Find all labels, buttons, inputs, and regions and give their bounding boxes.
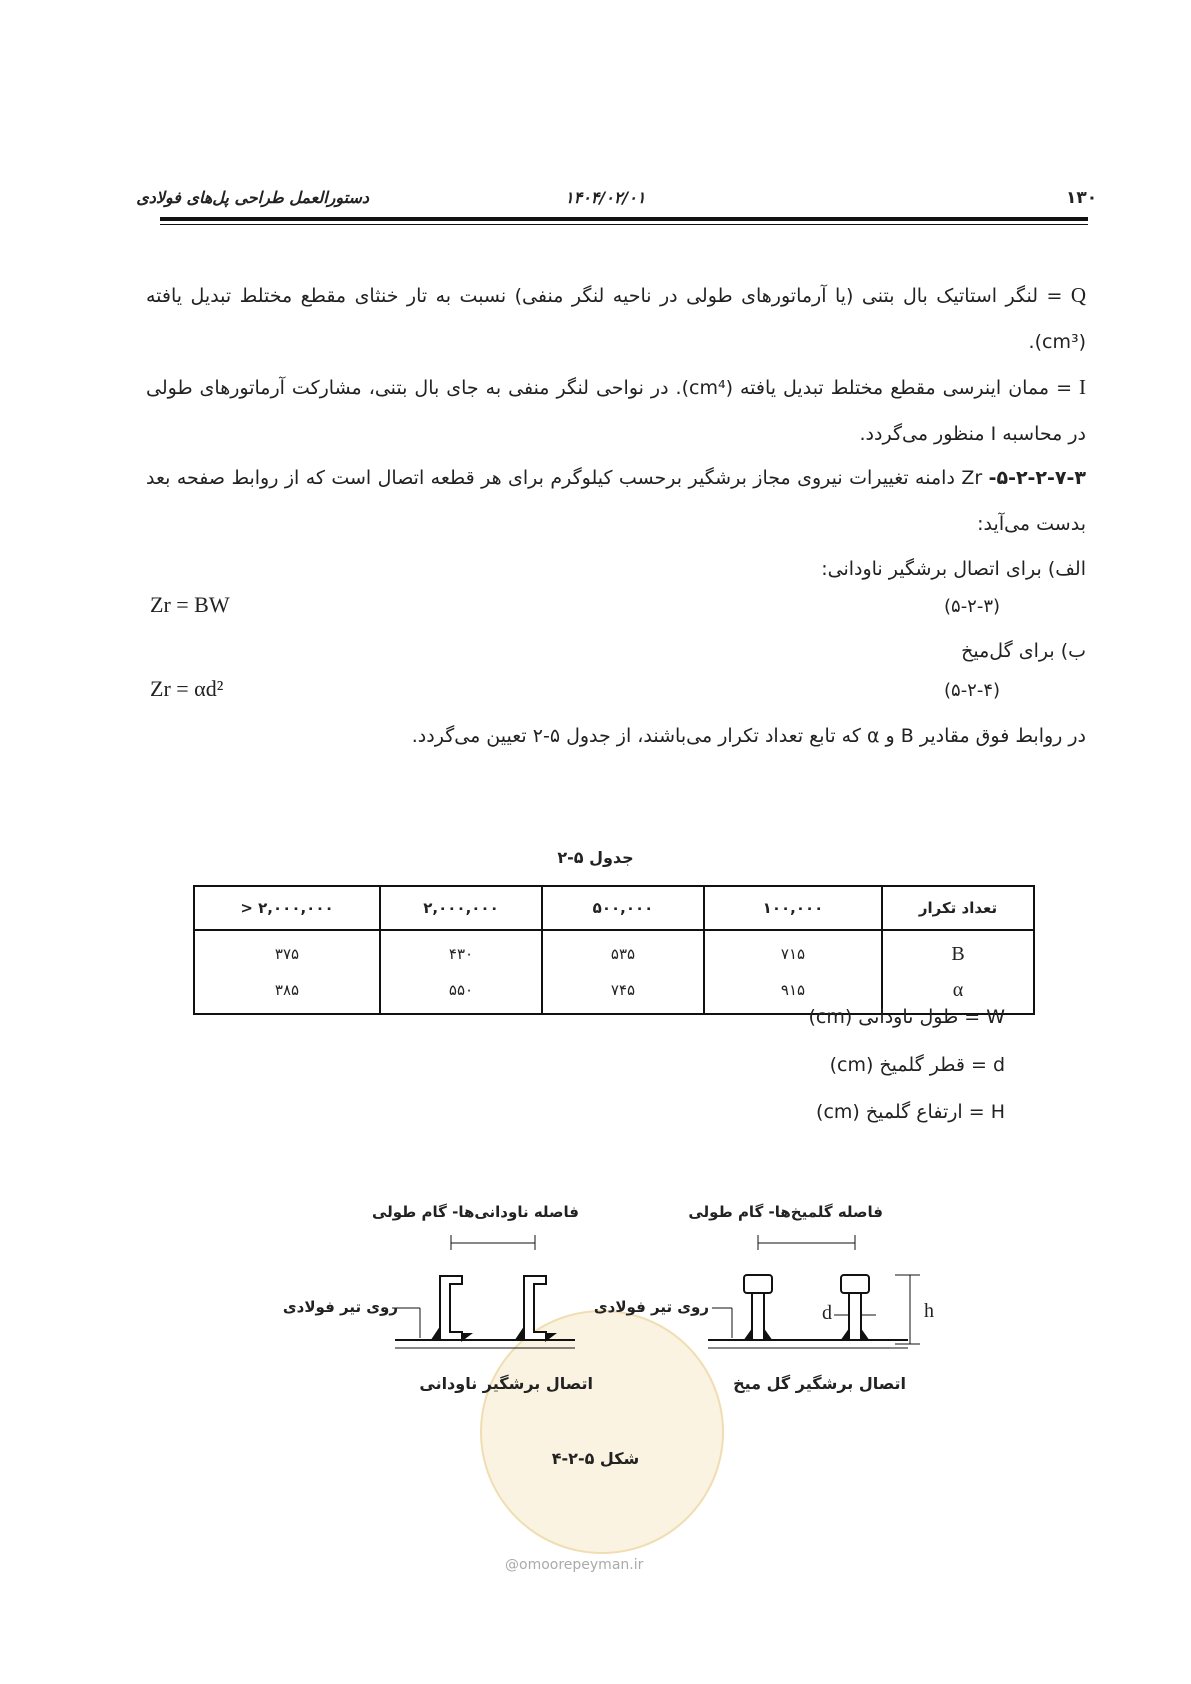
header-title: دستورالعمل طراحی پل‌های فولادی	[136, 188, 369, 207]
header-cell-cycles: تعداد تکرار	[882, 886, 1034, 930]
header-date: ۱۴۰۴/۰۲/۰۱	[565, 188, 646, 207]
variable-d: d = قطر گلمیخ (cm)	[829, 1054, 1005, 1076]
table-cell: ۹۱۵	[704, 972, 882, 1014]
stud-connector-diagram	[708, 1235, 920, 1348]
page-number: ۱۳۰	[1066, 188, 1098, 208]
clause-paragraph	[146, 455, 1086, 547]
table-caption: جدول ۵-۲	[557, 848, 634, 867]
q-text: = لنگر استاتیک بال بتنی (یا آرماتورهای طولی در ناحیه لنگر منفی) نسبت به تار خنثای مقطع مختلط تبدیل یافته (cm³).	[146, 285, 1086, 353]
h-dimension-label: h	[924, 1300, 934, 1322]
watermark-url: @omoorepeyman.ir	[505, 1557, 644, 1573]
variable-h: H = ارتفاع گلمیخ (cm)	[816, 1101, 1005, 1123]
i-text: = ممان اینرسی مقطع مختلط تبدیل یافته (cm⁴). در نواحی لنگر منفی به جای بال بتنی، مشارکت آرماتورهای طولی در محاسبه I منظور می‌گردد.	[146, 377, 1086, 445]
stud-caption: اتصال برشگیر گل میخ	[733, 1374, 906, 1393]
table-cell: ۴۳۰	[380, 930, 542, 972]
table-cell: ۷۴۵	[542, 972, 704, 1014]
variable-w: W = طول ناودانی (cm)	[808, 1006, 1005, 1028]
table-row	[194, 930, 1034, 972]
channel-pitch-label: فاصله ناودانی‌ها- گام طولی	[371, 1203, 579, 1221]
clause-text: Zr دامنه تغییرات نیروی مجاز برشگیر برحسب کیلوگرم برای هر قطعه اتصال است که از روابط صفحه بعد بدست می‌آید:	[146, 467, 1086, 535]
definition-i	[146, 364, 1086, 457]
d-dimension-label: d	[822, 1302, 832, 1324]
row-label: B	[882, 930, 1034, 972]
table-cell: ۵۳۵	[542, 930, 704, 972]
i-symbol: I	[1079, 375, 1087, 399]
clause-number: ۵-۲-۲-۷-۳-	[988, 467, 1086, 489]
table-cell: ۳۷۵	[194, 930, 380, 972]
header-cell: ۵۰۰,۰۰۰	[542, 886, 704, 930]
coefficient-table	[193, 885, 1035, 1015]
channel-caption: اتصال برشگیر ناودانی	[419, 1374, 593, 1393]
table-cell: ۵۵۰	[380, 972, 542, 1014]
case-a: الف) برای اتصال برشگیر ناودانی:	[821, 558, 1086, 580]
definition-q	[146, 272, 1086, 365]
equation-1: Zr = BW	[150, 592, 230, 617]
header-cell: > ۲,۰۰۰,۰۰۰	[194, 886, 380, 930]
channel-connector-diagram	[392, 1235, 575, 1348]
table-cell: ۷۱۵	[704, 930, 882, 972]
header-cell: ۱۰۰,۰۰۰	[704, 886, 882, 930]
stud-pitch-label: فاصله گلمیخ‌ها- گام طولی	[688, 1203, 883, 1221]
steel-beam-label-right: روی تیر فولادی	[593, 1298, 709, 1316]
equation-1-number: (۵-۲-۳)	[944, 596, 1001, 617]
steel-beam-label-left: روی تیر فولادی	[282, 1298, 398, 1316]
table-header-row	[194, 886, 1034, 930]
figure-caption: شکل ۵-۲-۴	[551, 1449, 640, 1468]
header-rule-thick	[160, 217, 1088, 221]
table-cell: ۳۸۵	[194, 972, 380, 1014]
table-reference-note: در روابط فوق مقادیر B و α که تابع تعداد تکرار می‌باشند، از جدول ۵-۲ تعیین می‌گردد.	[411, 725, 1086, 747]
q-symbol: Q	[1070, 283, 1087, 307]
header-cell: ۲,۰۰۰,۰۰۰	[380, 886, 542, 930]
equation-2: Zr = αd²	[150, 676, 224, 701]
header-rule-thin	[160, 224, 1088, 225]
equation-2-number: (۵-۲-۴)	[944, 680, 1001, 701]
case-b: ب) برای گل‌میخ	[961, 640, 1086, 662]
row-label: α	[882, 972, 1034, 1014]
